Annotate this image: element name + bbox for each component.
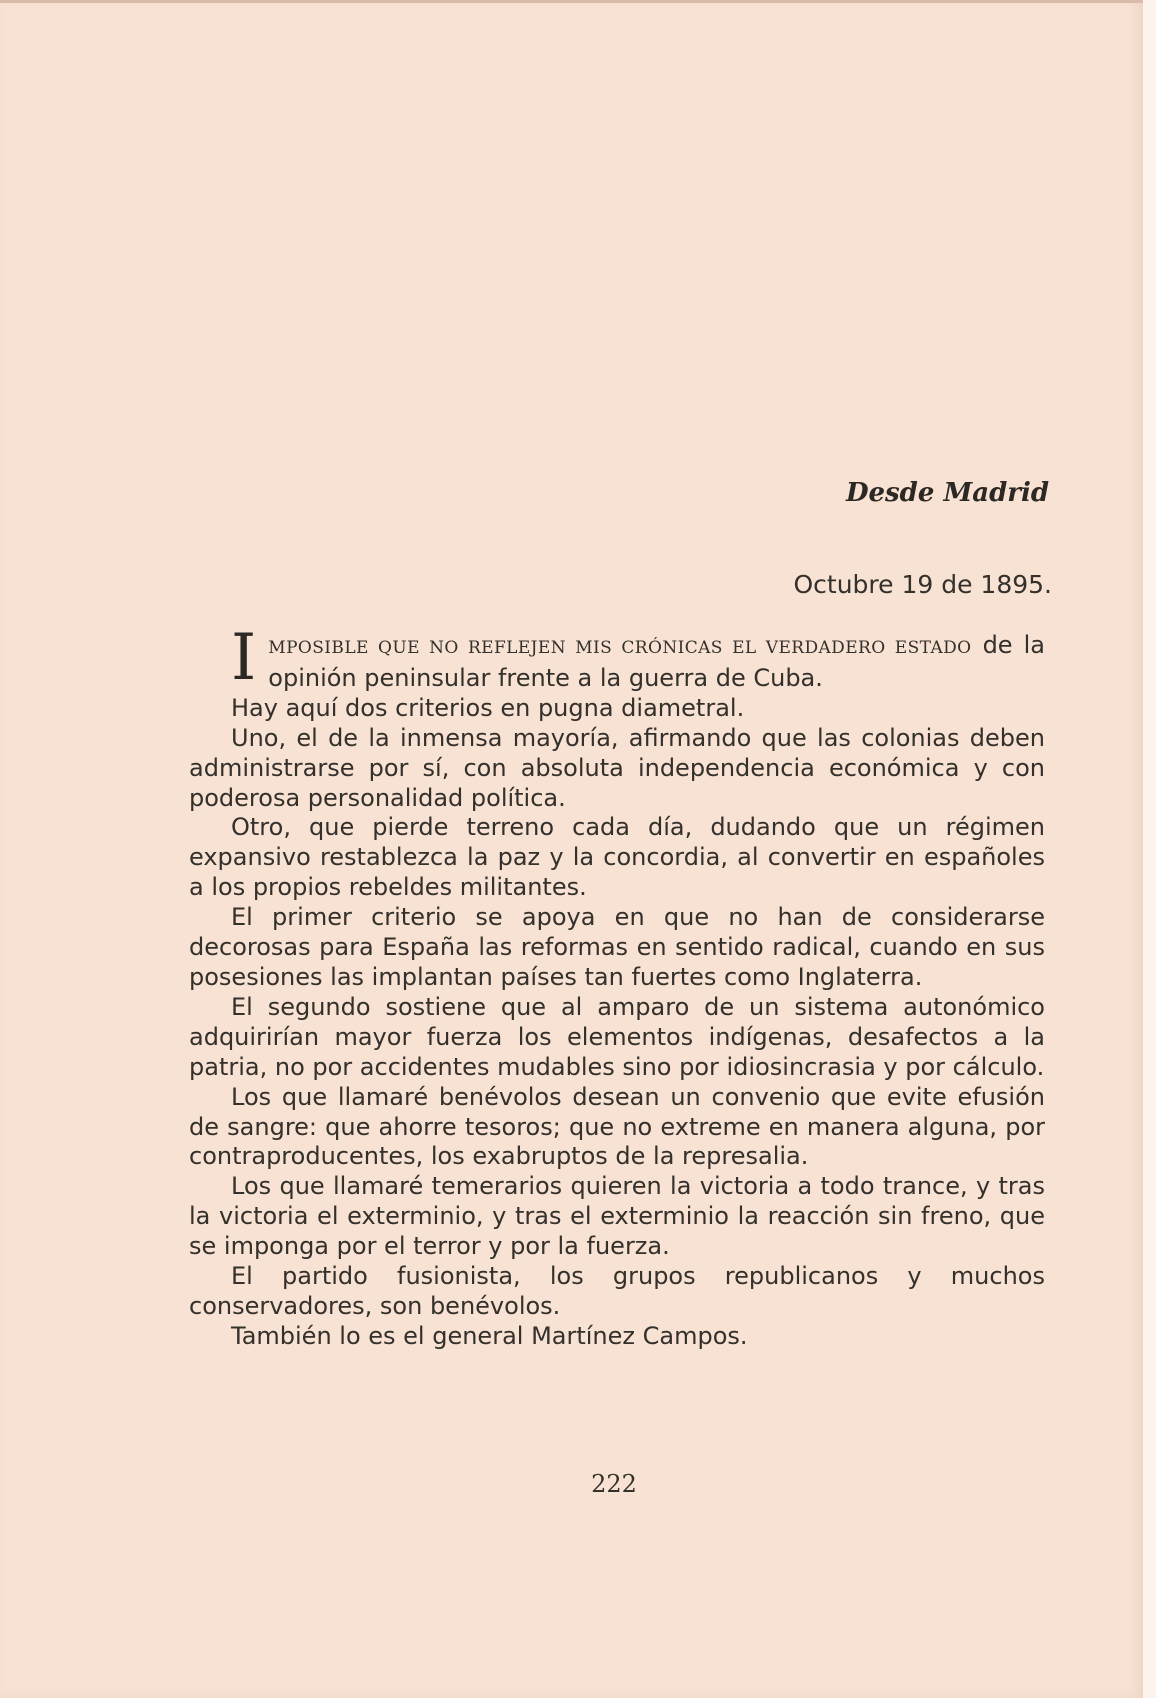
drop-cap: I: [231, 621, 257, 695]
chapter-title: Desde Madrid: [845, 478, 1049, 508]
paragraph: También lo es el general Martínez Campos.: [231, 1321, 748, 1350]
paragraph: El primer criterio se apoya en que no han de considerarse decorosas para España las reformas en sentido radical, cuando en sus posesiones las implantan países tan fuertes como Inglaterra.: [189, 903, 1045, 991]
opening-paragraph: [189, 621, 1045, 695]
opening-small-caps: MPOSIBLE QUE NO REFLEJEN MIS CRÓNICAS EL VERDADERO ESTADO: [268, 638, 972, 658]
paragraph: Los que llamaré benévolos desean un convenio que evite efusión de sangre: que ahorre tesoros; que no extreme en manera alguna, por contraproducentes, los exabruptos de la represalia.: [189, 1082, 1045, 1171]
paragraph: Uno, el de la inmensa mayoría, afirmando que las colonias deben administrarse por sí, con absoluta independencia económica y con poderosa personalidad política.: [189, 723, 1045, 812]
dateline: Octubre 19 de 1895.: [793, 570, 1052, 599]
paragraph: El segundo sostiene que al amparo de un sistema autonómico adquirirían mayor fuerza los elementos indígenas, desafectos a la patria, no por accidentes mudables sino por idiosincrasia y por cálculo.: [189, 992, 1045, 1081]
page-top-edge: [0, 0, 1143, 3]
paragraph: Otro, que pierde terreno cada día, dudando que un régimen expansivo restablezca la paz y la concordia, al convertir en españoles a los propios rebeldes militantes.: [189, 813, 1045, 902]
page-edge: [1143, 0, 1156, 1698]
paragraph: El partido fusionista, los grupos republicanos y muchos conservadores, son benévolos.: [189, 1262, 1045, 1320]
paragraph: Los que llamaré temerarios quieren la victoria a todo trance, y tras la victoria el exterminio, y tras el exterminio la reacción sin freno, que se imponga por el terror y por la fuerza.: [189, 1172, 1045, 1261]
paragraph: Hay aquí dos criterios en pugna diametral.: [231, 693, 745, 722]
page-number: 222: [591, 1470, 637, 1498]
body-text: [189, 621, 1045, 1352]
opening-continuation: de la opinión peninsular frente a la guerra de Cuba.: [268, 631, 1045, 692]
